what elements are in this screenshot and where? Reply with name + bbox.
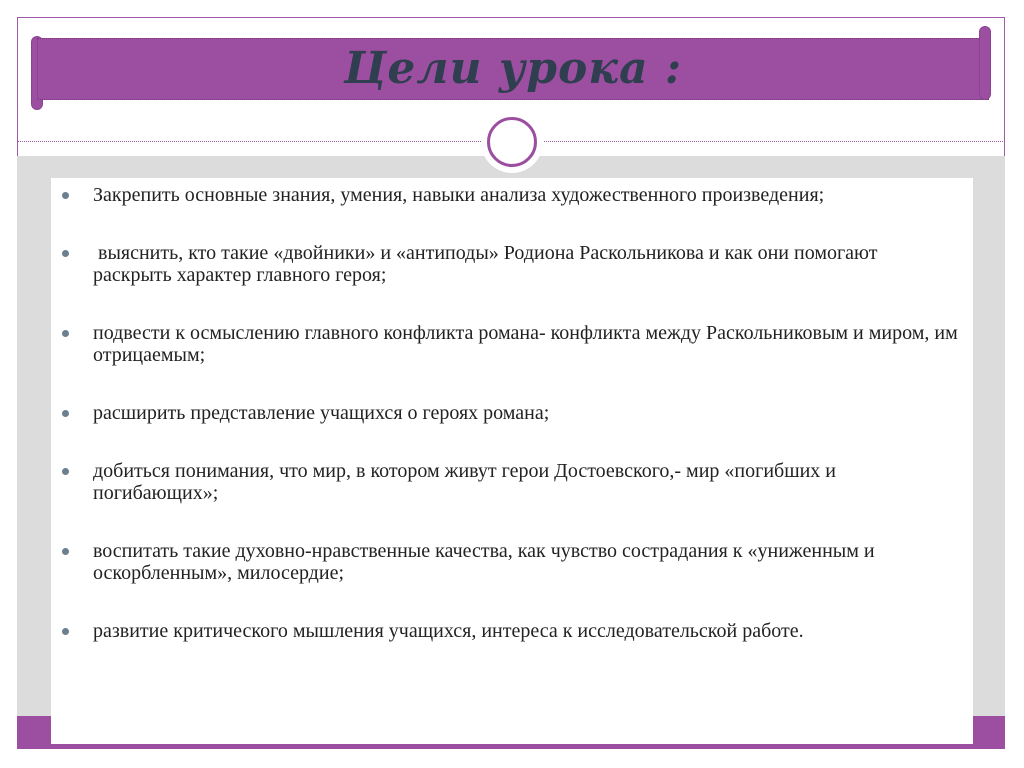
bullet-icon [62, 330, 69, 337]
goal-item [61, 460, 961, 504]
goal-text: расширить представление учащихся о героях романа; [93, 402, 550, 424]
bullet-icon [62, 468, 69, 475]
bullet-icon [62, 628, 69, 635]
bullet-icon [62, 250, 69, 257]
goals-list [61, 184, 961, 678]
goal-text: подвести к осмыслению главного конфликта романа- конфликта между Раскольниковым и миром, им отрицаемым; [93, 322, 958, 366]
goal-item [61, 402, 961, 424]
bullet-icon [62, 192, 69, 199]
content-panel [51, 178, 973, 744]
goal-text: добиться понимания, что мир, в котором живут герои Достоевского,- мир «погибших и погибающих»; [93, 460, 837, 504]
goal-item [61, 620, 961, 642]
bullet-icon [62, 548, 69, 555]
goal-text: выяснить, кто такие «двойники» и «антиподы» Родиона Раскольникова и как они помогают раскрыть характер главного героя; [93, 242, 883, 286]
goal-item [61, 242, 961, 286]
circle-ornament-ring [487, 117, 537, 167]
goal-text: Закрепить основные знания, умения, навыки анализа художественного произведения; [93, 184, 825, 206]
goal-text: воспитать такие духовно-нравственные качества, как чувство сострадания к «униженным и оскорбленным», милосердие; [93, 540, 875, 584]
slide-title: Цели урока : [343, 43, 683, 94]
goal-text: развитие критического мышления учащихся, интереса к исследовательской работе. [93, 620, 804, 642]
goal-item [61, 322, 961, 366]
goal-item [61, 540, 961, 584]
bullet-icon [62, 410, 69, 417]
goal-item [61, 184, 961, 206]
